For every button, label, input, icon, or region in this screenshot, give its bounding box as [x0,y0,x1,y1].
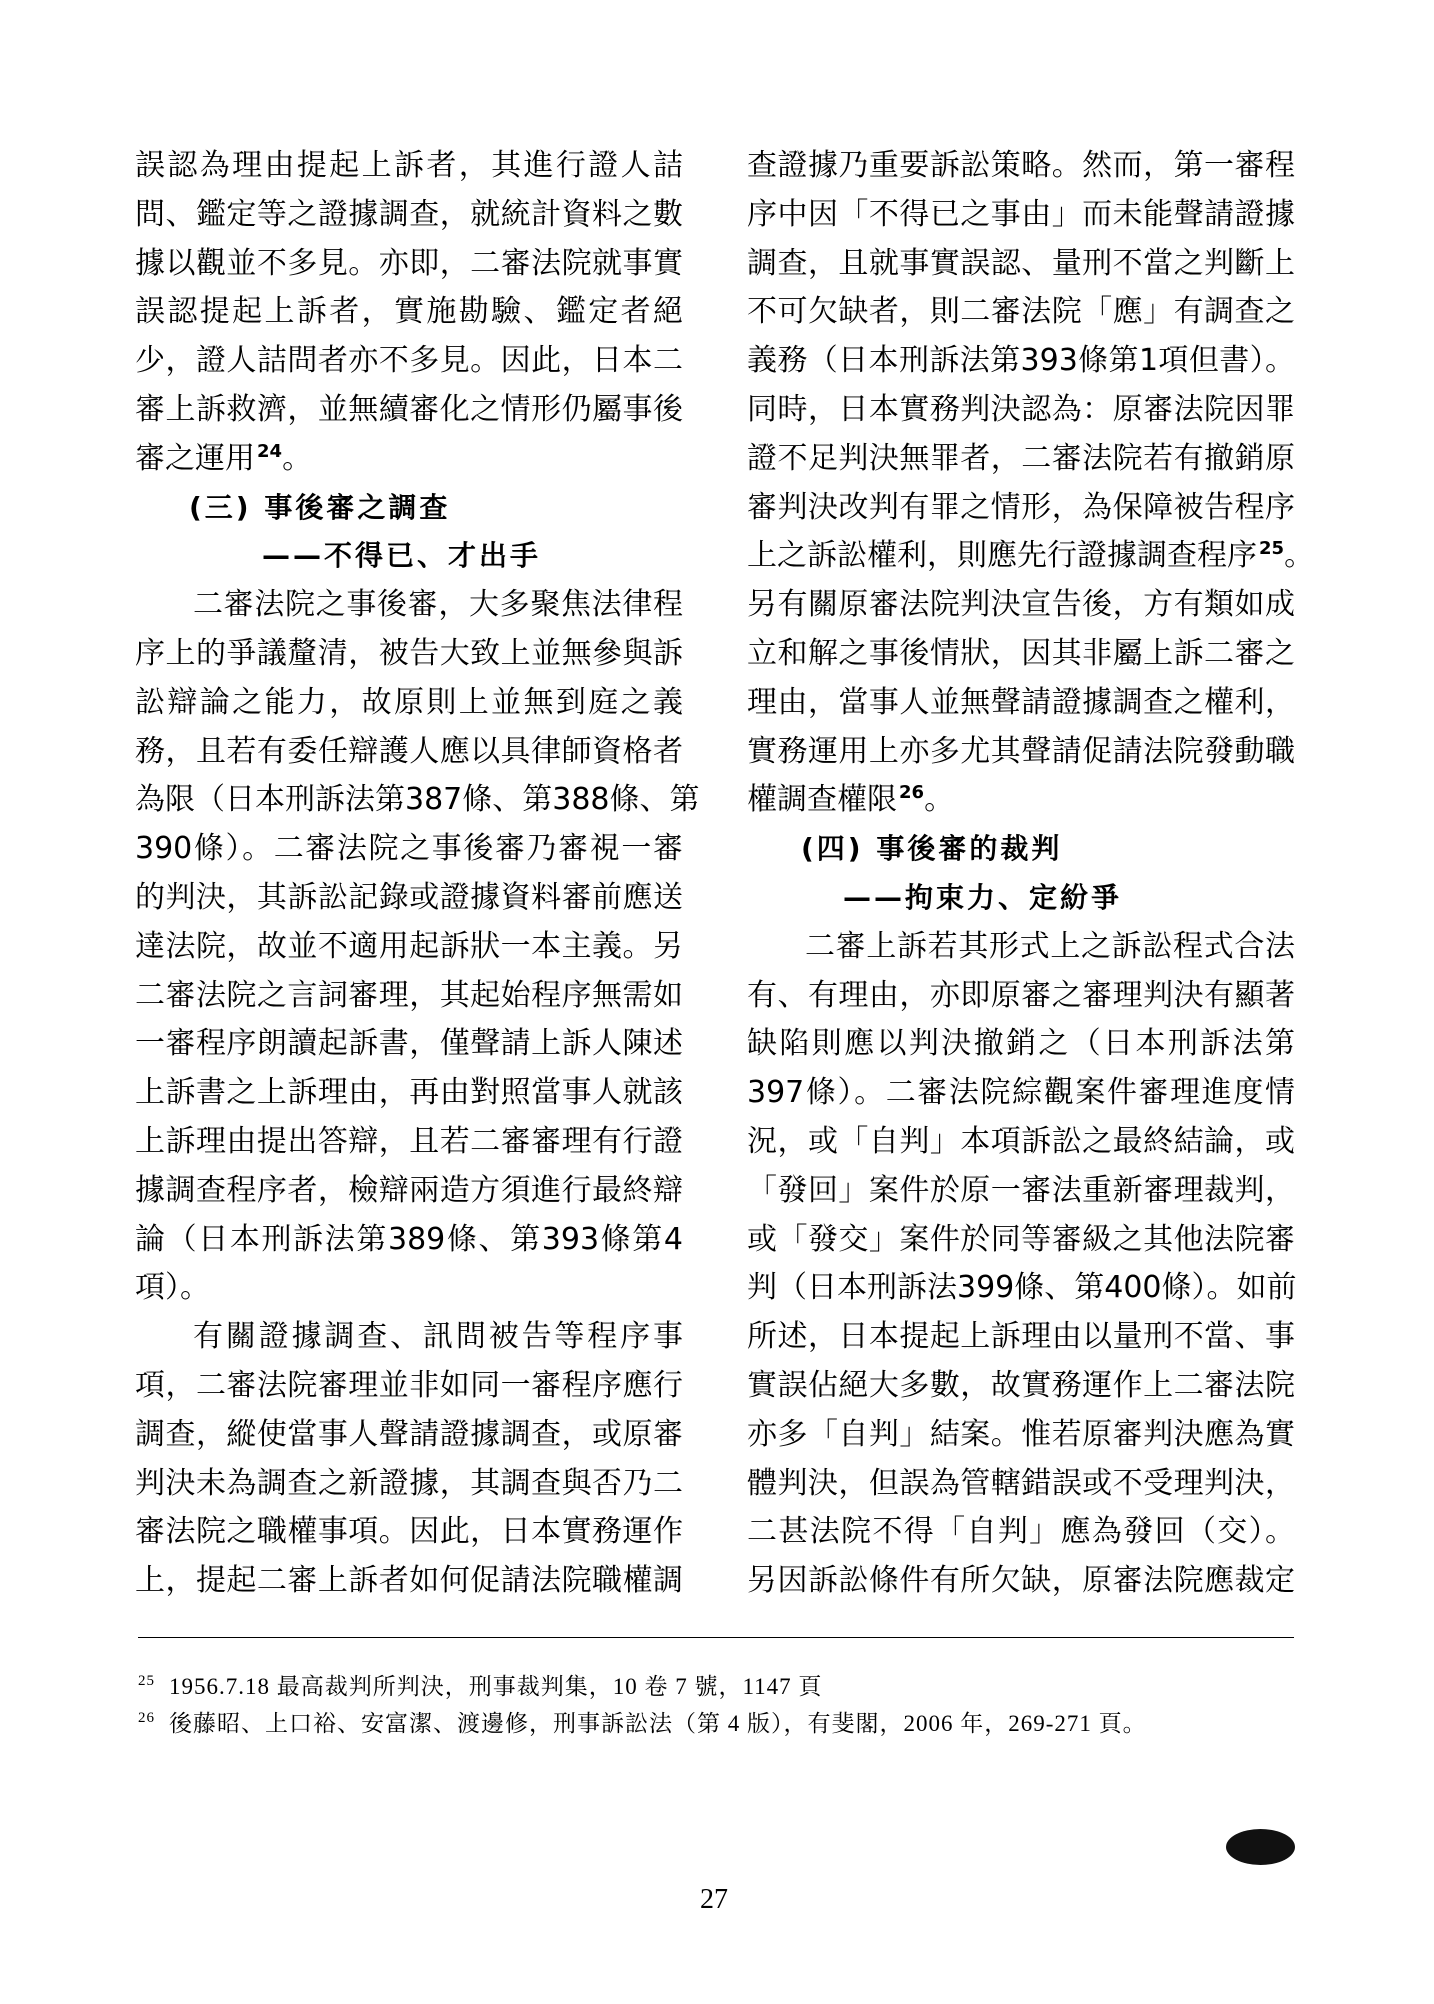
line-text: 二審上訴若其形式上之訴訟程式合法 [805,928,1295,964]
line-text: 為限（日本刑訴法第387條、第388條、第 [135,782,700,818]
line-text: 調查，縱使當事人聲請證據調查，或原審 [135,1416,683,1452]
line-text: 亦多「自判」結案。惟若原審判決應為實 [747,1416,1295,1452]
line-text: 達法院，故並不適用起訴狀一本主義。另 [135,928,683,964]
line-text: 所述，日本提起上訴理由以量刑不當、事 [747,1319,1295,1355]
text-line [747,191,1295,240]
line-text: 據調查程序者，檢辯兩造方須進行最終辯 [135,1172,683,1208]
text-line [135,1069,683,1118]
line-text: 實務運用上亦多尤其聲請促請法院發動職 [747,733,1295,769]
text-line [135,1557,683,1606]
page-tab-marker [1226,1829,1295,1865]
line-text: 397條）。二審法院綜觀案件審理進度情 [747,1075,1295,1111]
text-line [747,532,1315,581]
line-text: ——拘束力、定紛爭 [843,880,1123,914]
line-text: 問、鑑定等之證據調查，就統計資料之數 [135,196,683,232]
text-line [135,1411,683,1460]
footnote-text: 後藤昭、上口裕、安富潔、渡邊修，刑事訴訟法（第 4 版），有斐閣，2006 年，269-271 頁。 [169,1711,1147,1736]
line-text: 項，二審法院審理並非如同一審程序應行 [135,1367,683,1403]
text-line [747,679,1295,728]
line-text: 另有關原審法院判決宣告後，方有類如成 [747,587,1295,623]
right-column [747,142,1315,1606]
line-text: 實誤佔絕大多數，故實務運作上二審法院 [747,1367,1295,1403]
text-line [747,240,1295,289]
text-line [135,1362,683,1411]
footnote-text: 1956.7.18 最高裁判所判決，刑事裁判集，10 卷 7 號，1147 頁 [169,1674,823,1699]
line-text: 查證據乃重要訴訟策略。然而，第一審程 [747,148,1295,183]
line-text: 證不足判決無罪者，二審法院若有撤銷原 [747,440,1295,476]
text-line [135,142,683,191]
text-line [135,923,683,972]
line-text: 權調查權限 [747,782,897,818]
text-line [135,288,683,337]
line-text: 況，或「自判」本項訴訟之最終結論，或 [747,1123,1295,1159]
text-line [135,240,683,289]
line-tail: 。 [1284,538,1315,574]
text-line [747,337,1295,386]
line-text: 不可欠缺者，則二審法院「應」有調查之 [747,294,1295,330]
line-tail: 。 [282,440,313,476]
line-text: 390條）。二審法院之事後審乃審視一審 [135,831,683,867]
text-line [135,1118,683,1167]
line-text: 體判決，但誤為管轄錯誤或不受理判決， [747,1465,1295,1501]
line-text: 論（日本刑訴法第389條、第393條第4 [135,1221,683,1257]
line-text: 項）。 [135,1270,210,1306]
text-line [135,874,683,923]
line-text: 理由，當事人並無聲請證據調查之權利， [747,684,1295,720]
line-text: 立和解之事後情狀，因其非屬上訴二審之 [747,635,1295,671]
line-text: 二審法院之事後審，大多聚焦法律程 [193,587,683,623]
text-line [747,1167,1295,1216]
line-text: 判決未為調查之新證據，其調查與否乃二 [135,1465,683,1501]
footnote-reference: 25 [1259,538,1285,560]
footnote-reference: 24 [257,440,283,462]
text-line [747,1508,1295,1557]
line-text: 訟辯論之能力，故原則上並無到庭之義 [135,684,683,720]
text-line [135,1167,683,1216]
line-text: 缺陷則應以判決撤銷之（日本刑訴法第 [747,1026,1295,1062]
text-line [747,1362,1295,1411]
line-text: 二甚法院不得「自判」應為發回（交）。 [747,1514,1295,1550]
line-text: 的判決，其訴訟記錄或證據資料審前應送 [135,879,683,915]
line-text: 二審法院之言詞審理，其起始程序無需如 [135,977,683,1013]
text-line [747,386,1295,435]
line-text: 審之運用 [135,440,255,476]
line-text: 據以觀並不多見。亦即，二審法院就事實 [135,245,683,281]
text-line [747,288,1295,337]
line-text: 上之訴訟權利，則應先行證據調查程序 [747,538,1257,574]
footnote-divider [138,1637,1294,1638]
text-line [135,435,683,484]
line-text: 序上的爭議釐清，被告大致上並無參與訴 [135,635,683,671]
line-text: 務，且若有委任辯護人應以具律師資格者 [135,733,683,769]
text-line [747,484,1295,533]
line-text: 同時，日本實務判決認為：原審法院因罪 [747,391,1295,427]
line-text: 少，證人詰問者亦不多見。因此，日本二 [135,343,683,379]
line-text: 審法院之職權事項。因此，日本實務運作 [135,1514,683,1550]
text-line [135,1020,683,1069]
section-subheading [747,874,1295,923]
footnote-26: 26 後藤昭、上口裕、安富潔、渡邊修，刑事訴訟法（第 4 版），有斐閣，2006 年，269-271 頁。 [138,1710,1147,1736]
line-text: 審判決改判有罪之情形，為保障被告程序 [747,489,1295,525]
text-line [747,1069,1295,1118]
text-line [747,1264,1295,1313]
text-line [135,1216,683,1265]
line-text: 上，提起二審上訴者如何促請法院職權調 [135,1563,683,1599]
section-heading [135,484,683,533]
line-tail: 。 [924,782,955,818]
text-line [135,972,683,1021]
text-line [747,1020,1295,1069]
line-text: 調查，且就事實誤認、量刑不當之判斷上 [747,245,1295,281]
text-line [747,1460,1295,1509]
text-line [747,581,1295,630]
text-line [135,191,683,240]
line-text: 誤認提起上訴者，實施勘驗、鑑定者絕 [135,294,683,330]
left-column [135,142,700,1606]
text-line [135,1313,683,1362]
line-text: (三) 事後審之調查 [189,490,451,524]
text-line [747,972,1295,1021]
line-text: (四) 事後審的裁判 [801,832,1063,866]
text-line [747,1216,1295,1265]
line-text: 有、有理由，亦即原審之審理判決有顯著 [747,977,1295,1013]
text-line [747,728,1295,777]
text-line [135,679,683,728]
text-line [135,728,683,777]
line-text: 另因訴訟條件有所欠缺，原審法院應裁定 [747,1563,1295,1599]
text-line [747,1557,1295,1606]
text-line [747,1411,1295,1460]
text-line [135,825,683,874]
text-line [747,142,1295,191]
footnote-reference: 26 [899,782,925,804]
footnote-25: 25 1956.7.18 最高裁判所判決，刑事裁判集，10 卷 7 號，1147 頁 [138,1673,823,1699]
text-line [747,630,1295,679]
text-line [135,1264,683,1313]
text-line [135,1508,683,1557]
line-text: 上訴書之上訴理由，再由對照當事人就該 [135,1075,683,1111]
line-text: 誤認為理由提起上訴者，其進行證人詰 [135,148,683,183]
text-line [747,435,1295,484]
text-line [135,386,683,435]
line-text: ——不得已、才出手 [262,539,542,573]
line-text: 上訴理由提出答辯，且若二審審理有行證 [135,1123,683,1159]
text-line [135,581,683,630]
text-line [747,923,1295,972]
line-text: 審上訴救濟，並無續審化之情形仍屬事後 [135,391,683,427]
line-text: 或「發交」案件於同等審級之其他法院審 [747,1221,1295,1257]
text-line [747,1118,1295,1167]
line-text: 有關證據調查、訊問被告等程序事 [193,1319,683,1355]
line-text: 「發回」案件於原一審法重新審理裁判， [747,1172,1295,1208]
line-text: 序中因「不得已之事由」而未能聲請證據 [747,196,1295,232]
page-number: 27 [700,1884,728,1915]
line-text: 判（日本刑訴法399條、第400條）。如前 [747,1270,1297,1306]
text-line [135,337,683,386]
text-line [135,776,700,825]
section-subheading [135,532,683,581]
section-heading [747,825,1295,874]
text-line [135,1460,683,1509]
line-text: 一審程序朗讀起訴書，僅聲請上訴人陳述 [135,1026,683,1062]
line-text: 義務（日本刑訴法第393條第1項但書）。 [747,343,1295,379]
text-line [135,630,683,679]
text-line [747,776,1295,825]
text-line [747,1313,1295,1362]
